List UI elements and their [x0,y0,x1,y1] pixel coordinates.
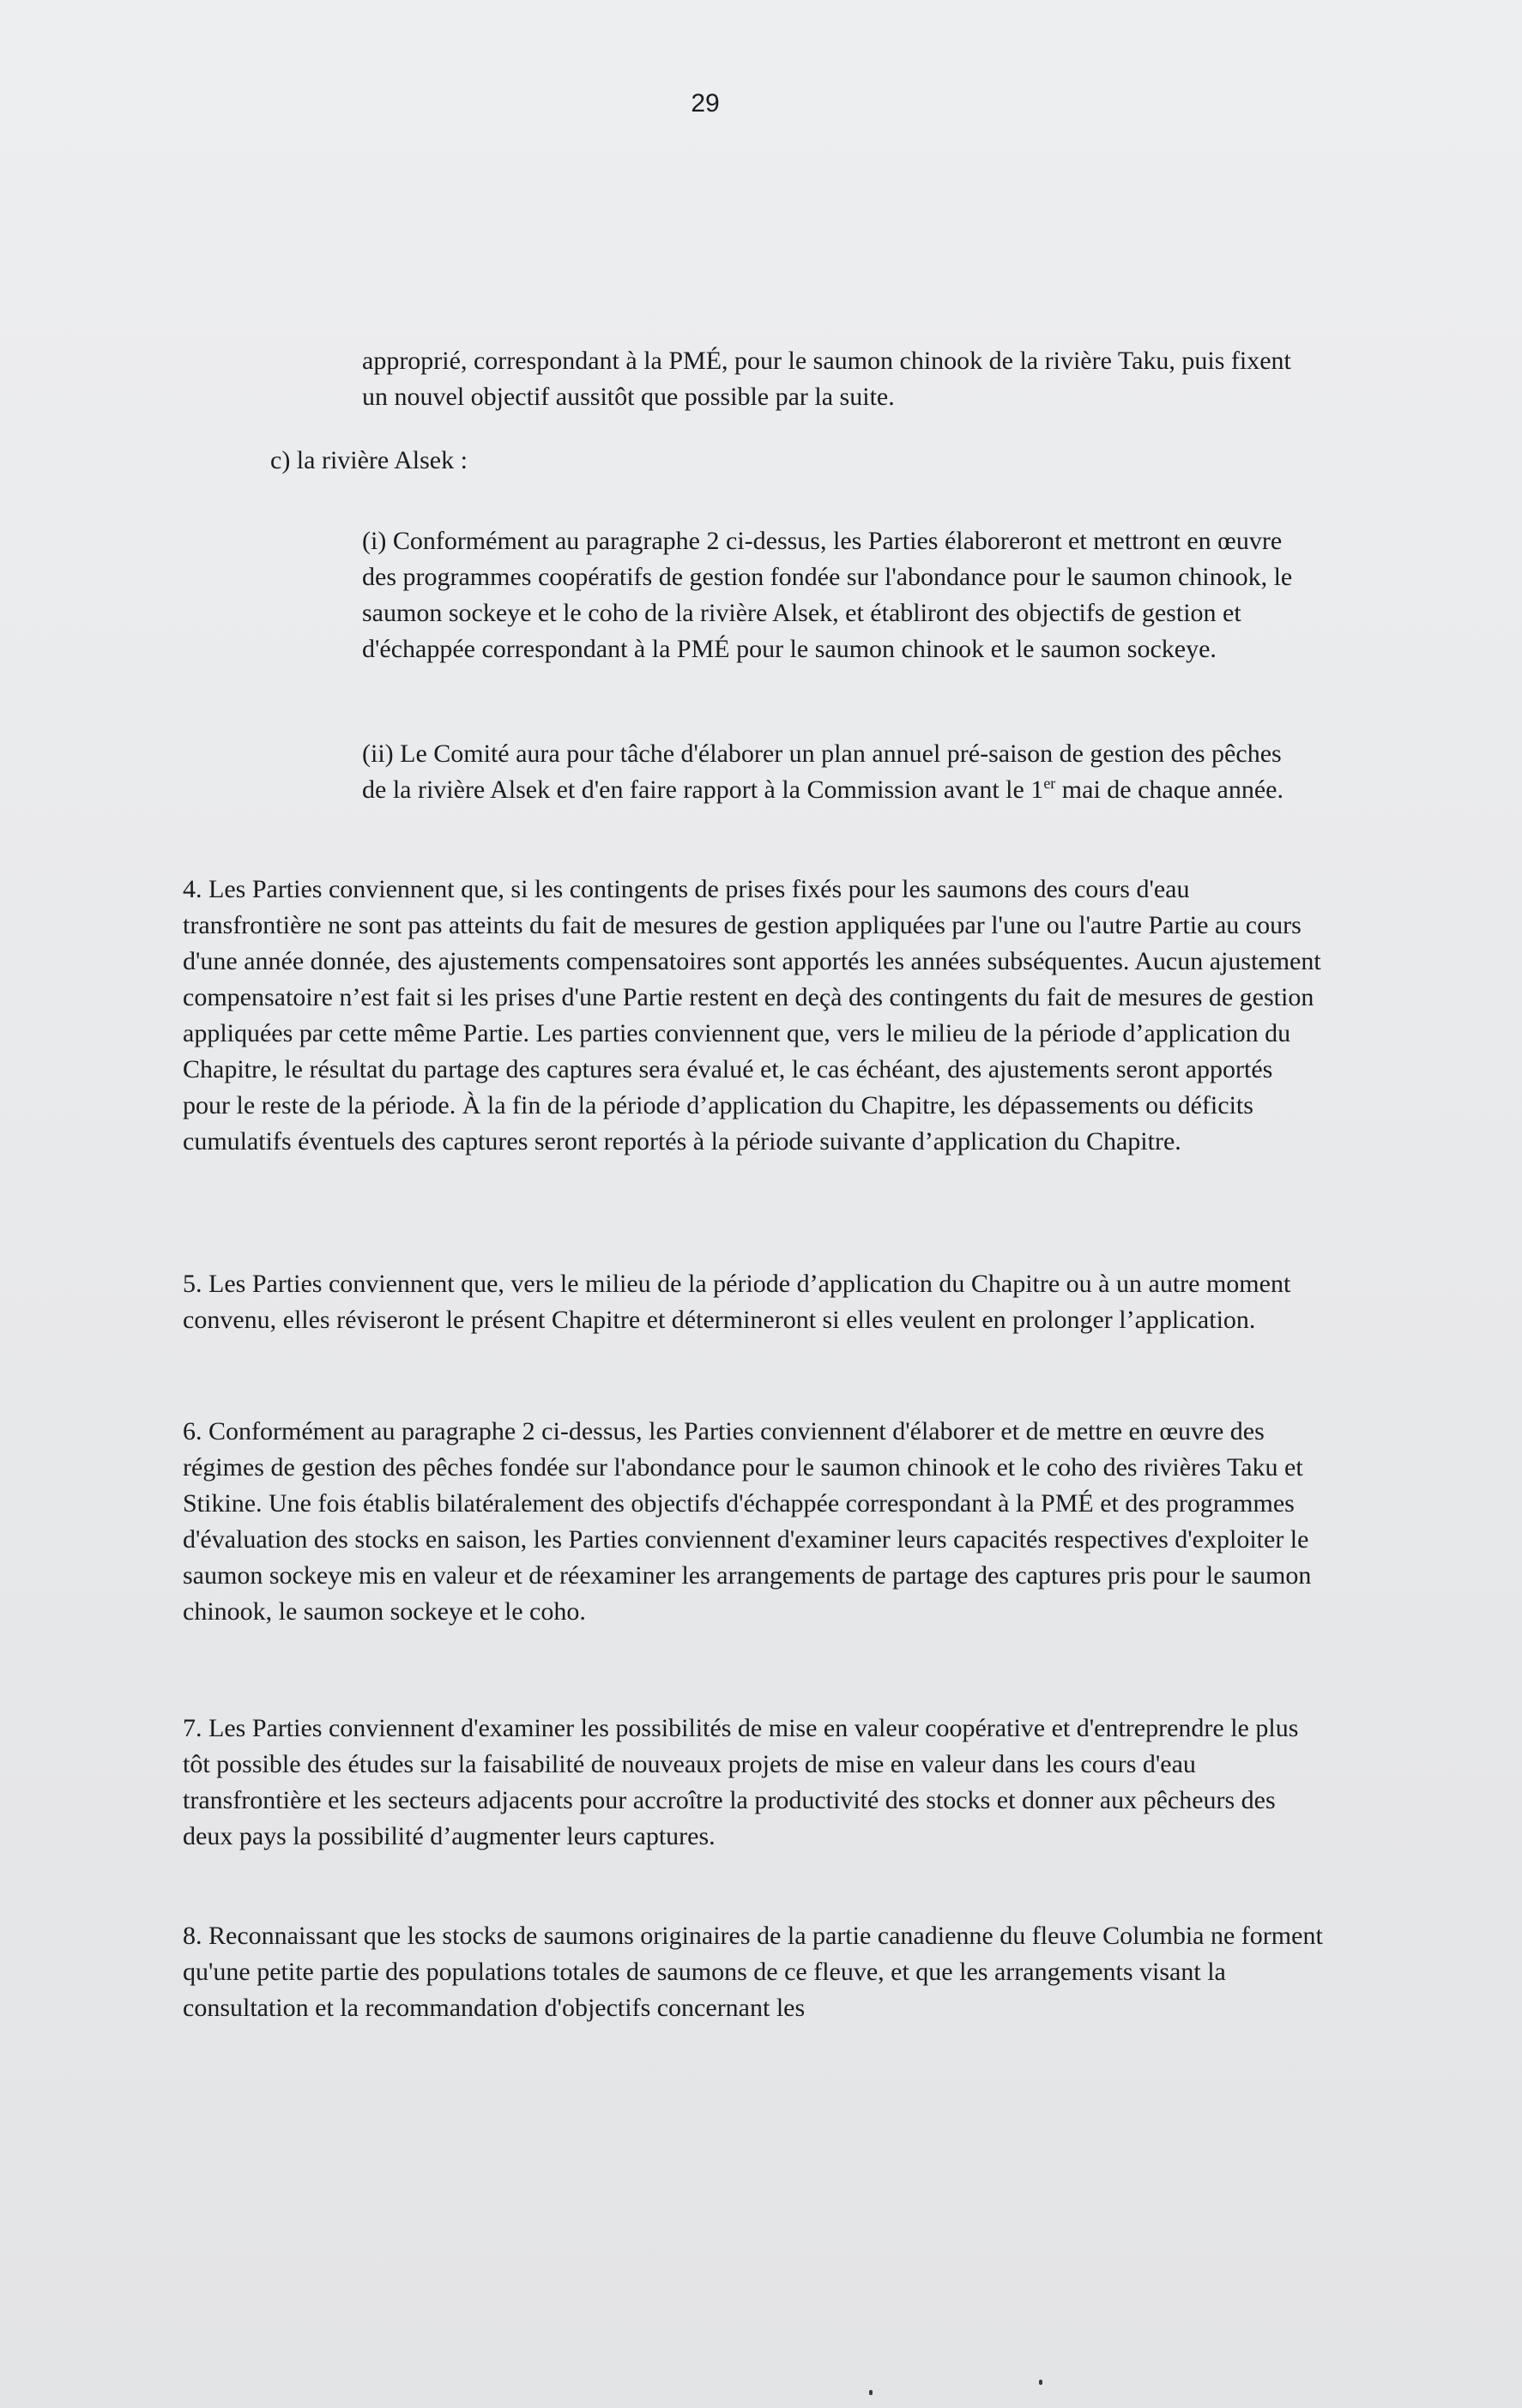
page-speck [869,2390,873,2395]
heading-c-alsek: c) la rivière Alsek : [270,446,468,474]
paragraph-ii-superscript: er [1043,775,1056,792]
paragraph-8: 8. Reconnaissant que les stocks de saumons originaires de la partie canadienne du fleuve Columbia ne forment qu'une petite partie des populations totales de saumons de ce fleuve, et que les arrangements visant la consultation et la recommandation d'objectifs concernant les [183,1922,1323,2022]
page-number: 29 [691,89,720,118]
page-speck [1039,2380,1042,2385]
paragraph-7: 7. Les Parties conviennent d'examiner les possibilités de mise en valeur coopérative et d'entreprendre le plus tôt possible des études sur la faisabilité de nouveaux projets de mise en valeur dans les cours d'eau transfrontière et les secteurs adjacents pour accroître la productivité des stocks et donner aux pêcheurs des deux pays la possibilité d’augmenter leurs captures. [183,1714,1299,1850]
paragraph-continuation: approprié, correspondant à la PMÉ, pour le saumon chinook de la rivière Taku, puis fixent un nouvel objectif aussitôt que possible par la suite. [362,347,1291,411]
paragraph-4: 4. Les Parties conviennent que, si les contingents de prises fixés pour les saumons des cours d'eau transfrontière ne sont pas atteints du fait de mesures de gestion appliquées par l'une ou l'autre Partie au cours d'une année donnée, des ajustements compensatoires sont apportés les années subséquentes. Aucun ajustement compensatoire n’est fait si les prises d'une Partie restent en deçà des contingents du fait de mesures de gestion appliquées par cette même Partie. Les parties conviennent que, vers le milieu de la période d’application du Chapitre, le résultat du partage des captures sera évalué et, le cas échéant, des ajustements seront apportés pour le reste de la période. À la fin de la période d’application du Chapitre, les dépassements ou déficits cumulatifs éventuels des captures seront reportés à la période suivante d’application du Chapitre. [183,875,1321,1156]
paragraph-ii-end: mai de chaque année. [1055,776,1283,804]
paragraph-ii [362,736,1306,808]
paragraph-5: 5. Les Parties conviennent que, vers le milieu de la période d’application du Chapitre ou à un autre moment convenu, elles réviseront le présent Chapitre et détermineront si elles veulent en prolonger l’application. [183,1270,1291,1334]
paragraph-i: (i) Conformément au paragraphe 2 ci-dessus, les Parties élaboreront et mettront en œuvre des programmes coopératifs de gestion fondée sur l'abondance pour le saumon chinook, le saumon sockeye et le coho de la rivière Alsek, et établiront des objectifs de gestion et d'échappée correspondant à la PMÉ pour le saumon chinook et le saumon sockeye. [362,527,1293,663]
paragraph-6: 6. Conformément au paragraphe 2 ci-dessus, les Parties conviennent d'élaborer et de mettre en œuvre des régimes de gestion des pêches fondée sur l'abondance pour le saumon chinook et le coho des rivières Taku et Stikine. Une fois établis bilatéralement des objectifs d'échappée correspondant à la PMÉ et des programmes d'évaluation des stocks en saison, les Parties conviennent d'examiner leurs capacités respectives d'exploiter le saumon sockeye mis en valeur et de réexaminer les arrangements de partage des captures pris pour le saumon chinook, le saumon sockeye et le coho. [183,1417,1312,1626]
paragraph-ii-text: (ii) Le Comité aura pour tâche d'élaborer un plan annuel pré-saison de gestion des pêches de la rivière Alsek et d'en faire rapport à la Commission avant le 1 [362,739,1282,804]
